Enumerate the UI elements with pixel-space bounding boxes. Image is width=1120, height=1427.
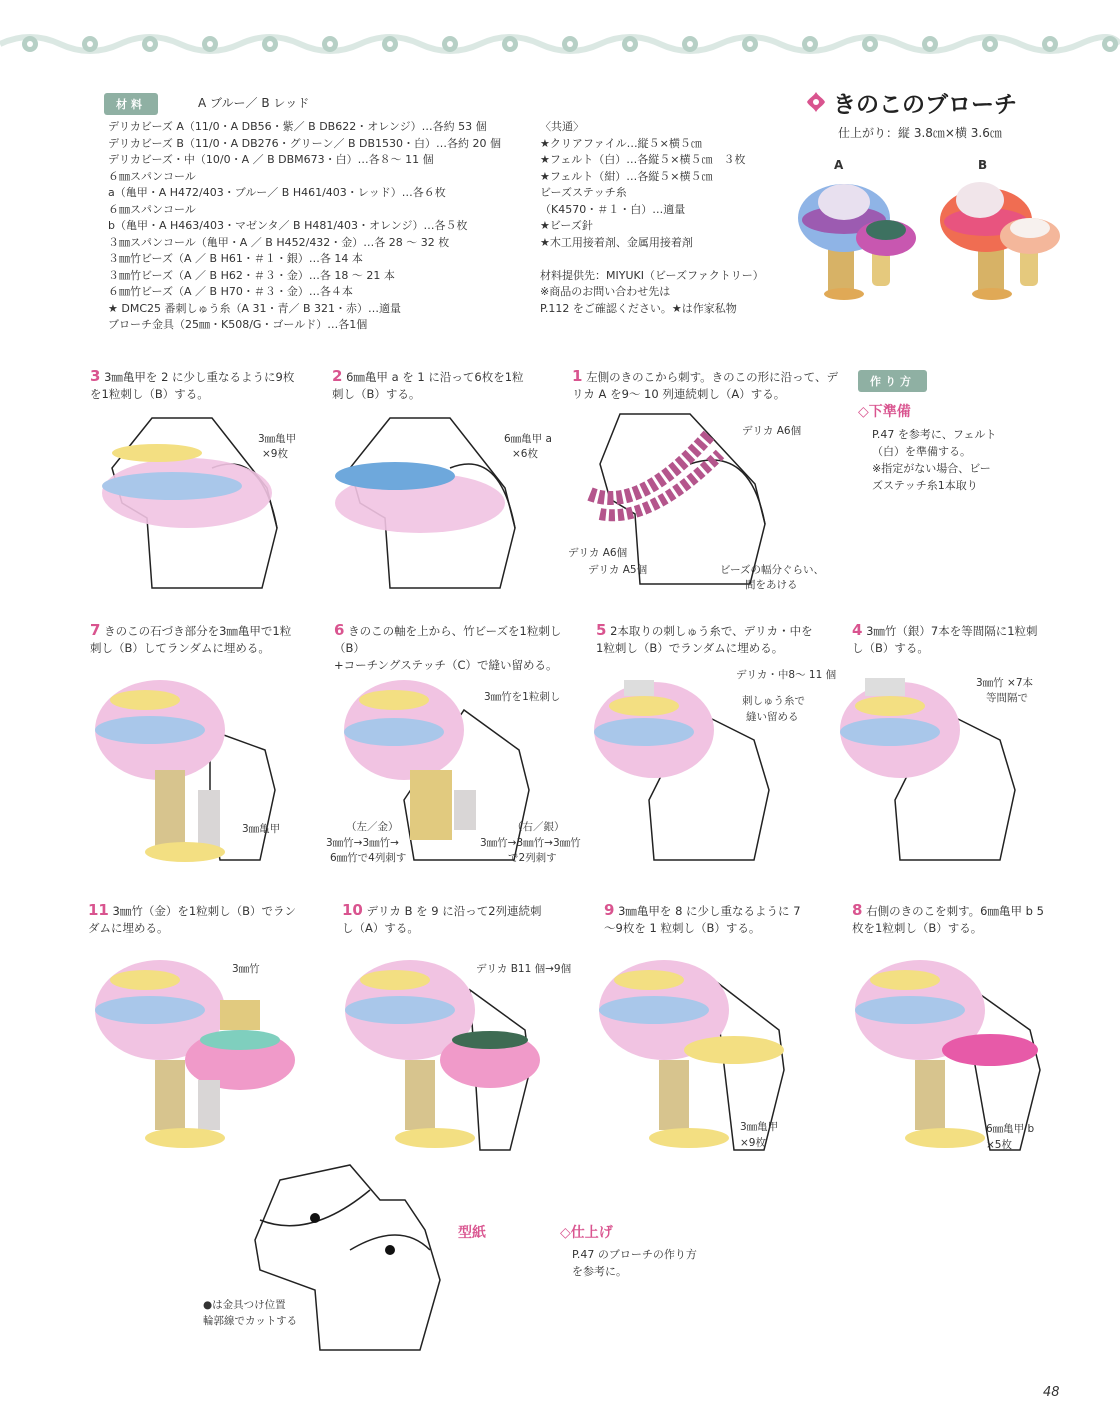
materials-variant: A ブルー／ B レッド [198, 96, 310, 110]
prep-line: P.47 を参考に、フェルト [872, 428, 997, 441]
finished-size: 仕上がり：縦 3.8㎝×横 3.6㎝ [838, 126, 1002, 140]
step-3-label: 3㎜亀甲 [258, 433, 297, 445]
material-line: ６㎜竹ビーズ（A ／ B H70・＃３・金）…各４本 [108, 285, 353, 298]
step-number: 9 [604, 901, 615, 919]
step-line: 刺し（B）してランダムに埋める。 [90, 641, 270, 655]
step-number: 3 [90, 367, 101, 385]
material-line: ★フェルト（紺）…各縦５×横５㎝ [540, 169, 713, 183]
step-6-label: で2列刺す [508, 852, 557, 864]
label-b: B [978, 158, 988, 172]
step-line: ～9枚を 1 粒刺し（B）する。 [604, 921, 761, 935]
step-8-text [852, 902, 1062, 937]
step-line: きのこの軸を上から、竹ビーズを1粒刺し（B） [334, 624, 562, 655]
step-line: ダムに埋める。 [88, 921, 169, 935]
step-line: 3㎜竹（銀）7本を等間隔に1粒刺 [866, 624, 1038, 638]
flower-icon [804, 90, 828, 114]
mount-dot [385, 1245, 395, 1255]
material-line: b（亀甲・A H463/403・マゼンタ／ B H481/403・オレンジ）…各５枚 [108, 219, 468, 232]
step-6-label: 3㎜竹→3㎜竹→3㎜竹 [480, 837, 581, 849]
step-line: 6㎜亀甲 a を 1 に沿って6枚を1粒 [346, 370, 524, 384]
step-2-text [332, 368, 572, 403]
prep-line: （白）を準備する。 [872, 445, 971, 458]
step-3-label: ×9枚 [262, 448, 288, 460]
step-9-label: ×9枚 [740, 1137, 766, 1149]
step-2-label: ×6枚 [512, 448, 538, 460]
step-2-label: 6㎜亀甲 a [504, 433, 552, 445]
material-line: ビーズステッチ糸 [540, 186, 627, 199]
material-line: 〈共通〉 [540, 120, 584, 133]
step-1-label: デリカ A6個 [568, 547, 628, 559]
finish-text: を参考に。 [572, 1265, 627, 1278]
pattern-title: 型紙 [458, 1225, 486, 1241]
step-5-text [596, 622, 836, 657]
materials-left-list [108, 119, 501, 334]
page-number: 48 [1043, 1385, 1060, 1400]
step-3-text [90, 368, 330, 403]
step-line: 枚を1粒刺し（B）する。 [852, 921, 983, 935]
step-1-label: ビーズの幅分ぐらい、 [720, 564, 825, 576]
step-8-label: 6㎜亀甲 b [986, 1123, 1035, 1135]
howto-tag: 作り方 [858, 370, 927, 392]
material-line: ３㎜スパンコール（亀甲・A ／ B H452/432・金）…各 28 ～ 32 枚 [108, 235, 450, 249]
step-line: デリカ B を 9 に沿って2列連続刺 [366, 904, 542, 918]
step-number: 2 [332, 367, 343, 385]
step-5-label: 縫い留める [746, 711, 799, 723]
step-1-label: デリカ A6個 [742, 425, 802, 437]
material-line: デリカビーズ A（11/0・A DB56・紫／ B DB622・オレンジ）…各約 53 個 [108, 120, 487, 133]
pattern-note: 輪郭線でカットする [203, 1315, 298, 1327]
step-line: リカ A を9～ 10 列連続刺し（A）する。 [572, 387, 786, 401]
step-line: 1粒刺し（B）でランダムに埋める。 [596, 641, 784, 655]
step-6-text [334, 622, 584, 674]
step-4-text [852, 622, 1062, 657]
step-6-label: 3㎜竹→3㎜竹→ [326, 837, 399, 849]
step-11-label: 3㎜竹 [232, 963, 260, 975]
pattern-note: ●は金具つけ位置 [203, 1299, 286, 1311]
step-6-label: 6㎜竹で4列刺す [330, 852, 407, 864]
brooch-b-photo [932, 176, 1072, 304]
step-line: し（B）する。 [852, 641, 929, 655]
page-title: きのこのブローチ [833, 92, 1017, 118]
step-10-illustration [340, 950, 540, 1160]
materials-right-list [540, 119, 764, 317]
prep-line: ※指定がない場合、ビー [872, 462, 991, 475]
step-line: 2本取りの刺しゅう糸で、デリカ・中を [610, 624, 813, 638]
step-1-label: デリカ A5個 [588, 564, 648, 576]
material-line: ３㎜竹ビーズ（A ／ B H62・＃３・金）…各 18 ～ 21 本 [108, 268, 395, 282]
materials-tag: 材料 [104, 93, 158, 115]
step-number: 8 [852, 901, 863, 919]
step-8-label: ×5枚 [986, 1139, 1012, 1151]
step-2-illustration [330, 408, 530, 598]
step-number: 5 [596, 621, 607, 639]
material-line: ★木工用接着剤、金属用接着剤 [540, 235, 693, 249]
material-line: ★フェルト（白）…各縦５×横５㎝ ３枚 [540, 153, 746, 166]
step-7-text [90, 622, 330, 657]
decorative-border [0, 0, 1120, 80]
step-line: 右側のきのこを刺す。6㎜亀甲 b 5 [866, 904, 1044, 918]
finish-title: ◇仕上げ [560, 1225, 613, 1241]
step-number: 7 [90, 621, 101, 639]
pattern-outline [250, 1160, 450, 1360]
mount-dot [310, 1213, 320, 1223]
step-line: 3㎜亀甲を 2 に少し重なるように9枚 [104, 370, 295, 384]
material-line [540, 251, 764, 268]
material-line: ★クリアファイル…縦５×横５㎝ [540, 136, 702, 150]
material-line: ３㎜竹ビーズ（A ／ B H61・＃１・銀）…各 14 本 [108, 252, 363, 265]
step-line: し（A）する。 [342, 921, 419, 935]
step-6-label: （左／金） [346, 821, 399, 833]
brooch-a-photo [788, 176, 928, 304]
material-line: ※商品のお問い合わせ先は [540, 285, 671, 298]
material-line: ブローチ金具（25㎜・K508/G・ゴールド）…各1個 [108, 318, 368, 331]
step-5-label: 刺しゅう糸で [742, 695, 805, 707]
step-number: 6 [334, 621, 345, 639]
material-line: ★ DMC25 番刺しゅう糸（A 31・青／ B 321・赤）…適量 [108, 301, 402, 315]
step-1-label: 間をあける [745, 579, 798, 591]
prep-title: ◇下準備 [858, 404, 911, 420]
material-line: デリカビーズ B（11/0・A DB276・グリーン／ B DB1530・白）…各約 20 個 [108, 136, 501, 150]
step-line: 左側のきのこから刺す。きのこの形に沿って、デ [586, 370, 838, 384]
step-6-label: （右／銀） [512, 821, 565, 833]
step-line: 刺し（B）する。 [332, 387, 421, 401]
step-line: きのこの石づき部分を3㎜亀甲で1粒 [104, 624, 292, 638]
finish-text: P.47 のブローチの作り方 [572, 1248, 697, 1261]
step-4-label: 等間隔で [986, 692, 1028, 704]
step-number: 11 [88, 901, 109, 919]
step-7-illustration [90, 670, 290, 870]
prep-text [872, 426, 996, 494]
step-line: 3㎜竹（金）を1粒刺し（B）でラン [112, 904, 297, 918]
step-1-text [572, 368, 842, 403]
material-line: （K4570・＃１・白）…適量 [540, 202, 686, 216]
step-6-label: 3㎜竹を1粒刺し [484, 691, 561, 703]
step-7-label: 3㎜亀甲 [242, 823, 281, 835]
step-number: 1 [572, 367, 583, 385]
step-4-label: 3㎜竹 ×7本 [976, 677, 1033, 689]
material-line: ６㎜スパンコール [108, 169, 196, 183]
step-11-text [88, 902, 328, 937]
material-line: デリカビーズ・中（10/0・A ／ B DBM673・白）…各８～ 11 個 [108, 153, 434, 166]
material-line: a（亀甲・A H472/403・ブルー／ B H461/403・レッド）…各６枚 [108, 186, 446, 199]
material-line: ★ビーズ針 [540, 219, 593, 232]
label-a: A [834, 158, 844, 172]
material-line: 材料提供先：MIYUKI（ビーズファクトリー） [540, 268, 764, 282]
step-line: 3㎜亀甲を 8 に少し重なるように 7 [618, 904, 801, 918]
step-line: を1粒刺し（B）する。 [90, 387, 209, 401]
step-number: 4 [852, 621, 863, 639]
step-10-text [342, 902, 582, 937]
material-line: ６㎜スパンコール [108, 202, 196, 216]
step-9-text [604, 902, 844, 937]
step-line: +コーチングステッチ（C）で縫い留める。 [334, 658, 558, 672]
step-11-illustration [90, 950, 290, 1160]
step-5-label: デリカ・中8～ 11 個 [736, 669, 837, 681]
material-line: P.112 をご確認ください。★は作家私物 [540, 301, 737, 315]
step-number: 10 [342, 901, 363, 919]
prep-line: ズステッチ糸1本取り [872, 479, 978, 492]
step-9-label: 3㎜亀甲 [740, 1121, 779, 1133]
step-10-label: デリカ B11 個→9個 [476, 963, 572, 975]
